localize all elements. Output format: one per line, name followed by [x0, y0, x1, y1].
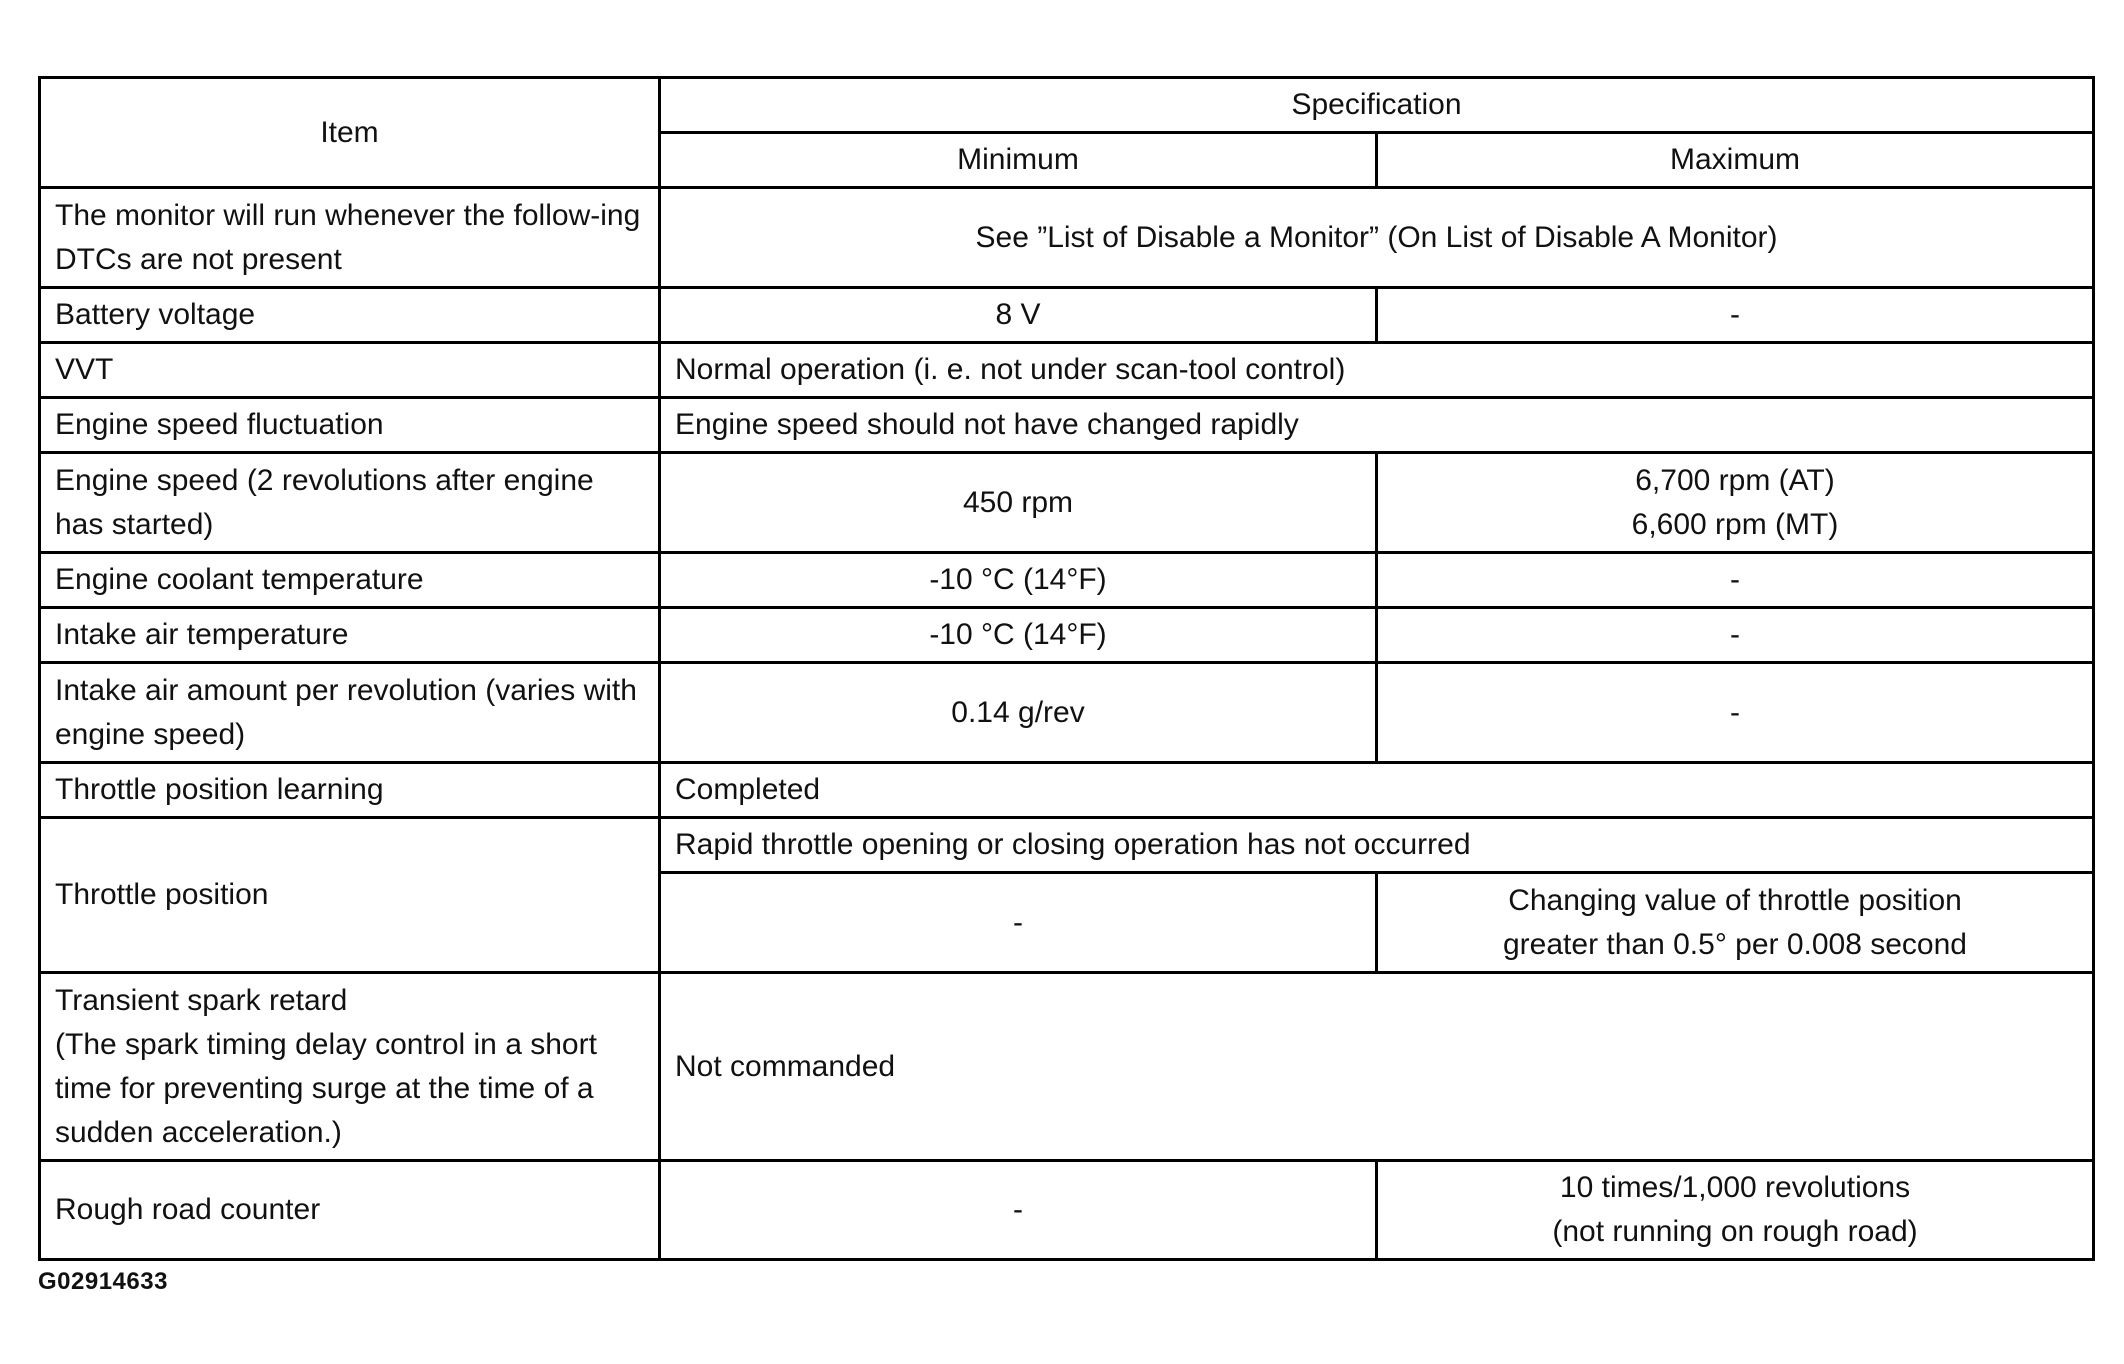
- item-cell: Throttle position learning: [40, 763, 660, 818]
- spec-cell: Rapid throttle opening or closing operation has not occurred: [660, 818, 2094, 873]
- table-row: [40, 818, 2094, 873]
- minimum-cell: 450 rpm: [660, 453, 1377, 553]
- maximum-line: (not running on rough road): [1552, 1215, 1918, 1248]
- spec-cell: Completed: [660, 763, 2094, 818]
- table-row: [40, 763, 2094, 818]
- table-row: [40, 1161, 2094, 1260]
- table-row: [40, 343, 2094, 398]
- maximum-cell: -: [1377, 553, 2094, 608]
- maximum-line: 6,700 rpm (AT): [1635, 463, 1835, 497]
- maximum-cell: [1377, 453, 2094, 553]
- spec-cell: Not commanded: [660, 973, 2094, 1161]
- header-specification: Specification: [660, 78, 2094, 133]
- maximum-cell: -: [1377, 608, 2094, 663]
- maximum-cell: -: [1377, 663, 2094, 763]
- table-row: [40, 188, 2094, 288]
- specification-table: [38, 76, 2095, 1261]
- table-row: [40, 608, 2094, 663]
- item-line: Transient spark retard: [55, 983, 348, 1017]
- item-cell: Throttle position: [40, 818, 660, 973]
- item-cell: Intake air temperature: [40, 608, 660, 663]
- header-minimum: Minimum: [660, 133, 1377, 188]
- header-maximum: Maximum: [1377, 133, 2094, 188]
- header-item: Item: [40, 78, 660, 188]
- table-row: [40, 453, 2094, 553]
- minimum-cell: -: [660, 1161, 1377, 1260]
- table-row: [40, 973, 2094, 1161]
- maximum-cell: [1377, 1161, 2094, 1260]
- figure-id: G02914633: [38, 1268, 168, 1295]
- minimum-cell: 0.14 g/rev: [660, 663, 1377, 763]
- table-row: [40, 398, 2094, 453]
- maximum-line: greater than 0.5° per 0.008 second: [1503, 927, 1967, 961]
- maximum-line: Changing value of throttle position: [1508, 883, 1962, 917]
- item-cell: Rough road counter: [40, 1161, 660, 1260]
- item-line: (The spark timing delay control in a short time for preventing surge at the time of a sudden acceleration.): [55, 1027, 597, 1149]
- minimum-cell: -10 °C (14°F): [660, 608, 1377, 663]
- item-cell: The monitor will run whenever the follow-ing DTCs are not present: [40, 188, 660, 288]
- minimum-cell: -10 °C (14°F): [660, 553, 1377, 608]
- item-cell: Engine speed (2 revolutions after engine has started): [40, 453, 660, 553]
- maximum-line: 10 times/1,000 revolutions: [1559, 1171, 1911, 1204]
- maximum-cell: [1377, 873, 2094, 973]
- spec-cell: Normal operation (i. e. not under scan-tool control): [660, 343, 2094, 398]
- item-cell: VVT: [40, 343, 660, 398]
- spec-cell: See ”List of Disable a Monitor” (On List of Disable A Monitor): [660, 188, 2094, 288]
- item-cell: Engine speed fluctuation: [40, 398, 660, 453]
- table-row: [40, 553, 2094, 608]
- table-row: [40, 663, 2094, 763]
- maximum-line: 6,600 rpm (MT): [1631, 507, 1839, 541]
- table-row: [40, 288, 2094, 343]
- spec-cell: Engine speed should not have changed rapidly: [660, 398, 2094, 453]
- item-cell: Intake air amount per revolution (varies with engine speed): [40, 663, 660, 763]
- item-cell: [40, 973, 660, 1161]
- item-cell: Engine coolant temperature: [40, 553, 660, 608]
- minimum-cell: -: [660, 873, 1377, 973]
- minimum-cell: 8 V: [660, 288, 1377, 343]
- maximum-cell: -: [1377, 288, 2094, 343]
- item-cell: Battery voltage: [40, 288, 660, 343]
